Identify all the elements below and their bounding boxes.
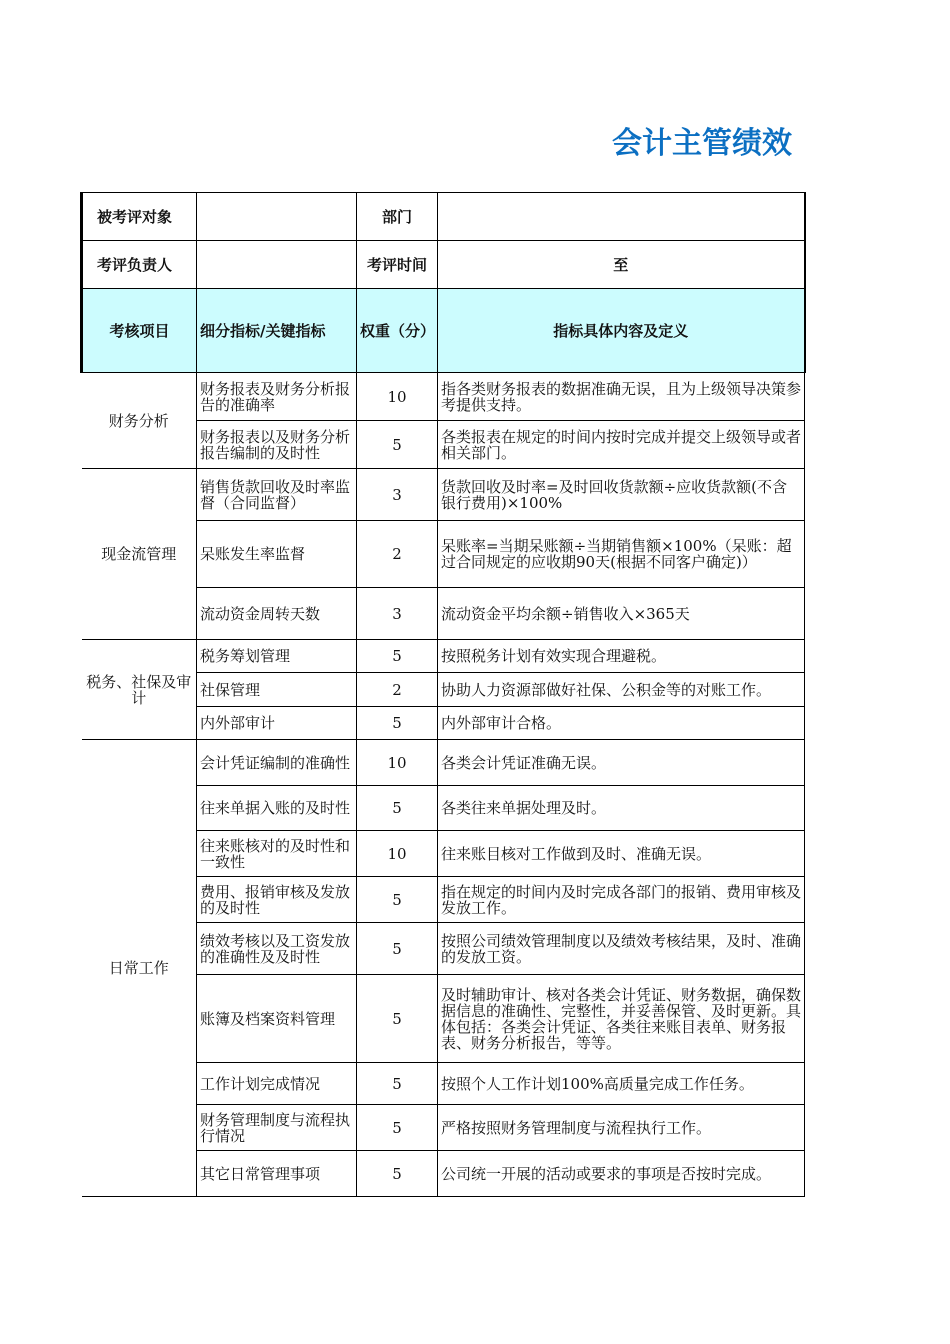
- weight-cell: 5: [357, 1151, 438, 1197]
- indicator-cell: 账簿及档案资料管理: [197, 975, 357, 1063]
- definition-cell: 往来账目核对工作做到及时、准确无误。: [438, 831, 805, 877]
- time-value-cell[interactable]: 至: [438, 241, 805, 289]
- weight-cell: 10: [357, 373, 438, 421]
- indicator-cell: 财务管理制度与流程执行情况: [197, 1105, 357, 1151]
- category-cell: 财务分析: [82, 373, 197, 469]
- weight-cell: 5: [357, 975, 438, 1063]
- time-label: 考评时间: [357, 241, 438, 289]
- definition-cell: 指各类财务报表的数据准确无误，且为上级领导决策参考提供支持。: [438, 373, 805, 421]
- definition-cell: 及时辅助审计、核对各类会计凭证、财务数据，确保数据信息的准确性、完整性，并妥善保管、及时更新。具体包括：各类会计凭证、各类往来账目表单、财务报表、财务分析报告，等等。: [438, 975, 805, 1063]
- indicator-cell: 流动资金周转天数: [197, 588, 357, 640]
- page-title: 会计主管绩效: [612, 126, 792, 161]
- header-row-reviewer: [82, 241, 805, 289]
- category-cell: 日常工作: [82, 740, 197, 1197]
- definition-cell: 各类往来单据处理及时。: [438, 786, 805, 831]
- definition-cell: 各类会计凭证准确无误。: [438, 740, 805, 786]
- category-cell: 现金流管理: [82, 469, 197, 640]
- col-header-definition: 指标具体内容及定义: [438, 289, 805, 373]
- indicator-cell: 社保管理: [197, 673, 357, 707]
- subject-label: 被考评对象: [82, 193, 197, 241]
- definition-cell: 内外部审计合格。: [438, 707, 805, 740]
- weight-cell: 5: [357, 786, 438, 831]
- definition-cell: 流动资金平均余额÷销售收入×365天: [438, 588, 805, 640]
- indicator-cell: 往来账核对的及时性和一致性: [197, 831, 357, 877]
- reviewer-label: 考评负责人: [82, 241, 197, 289]
- weight-cell: 2: [357, 673, 438, 707]
- weight-cell: 10: [357, 831, 438, 877]
- indicator-cell: 财务报表及财务分析报告的准确率: [197, 373, 357, 421]
- definition-cell: 按照税务计划有效实现合理避税。: [438, 640, 805, 673]
- indicator-cell: 费用、报销审核及发放的及时性: [197, 877, 357, 923]
- weight-cell: 5: [357, 421, 438, 469]
- weight-cell: 5: [357, 640, 438, 673]
- indicator-cell: 往来单据入账的及时性: [197, 786, 357, 831]
- dept-value-cell[interactable]: [438, 193, 805, 241]
- dept-label: 部门: [357, 193, 438, 241]
- weight-cell: 3: [357, 588, 438, 640]
- weight-cell: 10: [357, 740, 438, 786]
- definition-cell: 货款回收及时率=及时回收货款额÷应收货款额(不含银行费用)×100%: [438, 469, 805, 521]
- weight-cell: 5: [357, 1105, 438, 1151]
- header-row-subject: [82, 193, 805, 241]
- weight-cell: 5: [357, 707, 438, 740]
- weight-cell: 3: [357, 469, 438, 521]
- indicator-cell: 销售货款回收及时率监督（合同监督）: [197, 469, 357, 521]
- definition-cell: 严格按照财务管理制度与流程执行工作。: [438, 1105, 805, 1151]
- table-row: [82, 469, 805, 521]
- category-cell: 税务、社保及审计: [82, 640, 197, 740]
- col-header-category: 考核项目: [82, 289, 197, 373]
- indicator-cell: 税务筹划管理: [197, 640, 357, 673]
- definition-cell: 各类报表在规定的时间内按时完成并提交上级领导或者相关部门。: [438, 421, 805, 469]
- definition-cell: 呆账率=当期呆账额÷当期销售额×100%（呆账：超过合同规定的应收期90天(根据不同客户确定)）: [438, 521, 805, 588]
- definition-cell: 协助人力资源部做好社保、公积金等的对账工作。: [438, 673, 805, 707]
- definition-cell: 公司统一开展的活动或要求的事项是否按时完成。: [438, 1151, 805, 1197]
- indicator-cell: 内外部审计: [197, 707, 357, 740]
- definition-cell: 按照公司绩效管理制度以及绩效考核结果，及时、准确的发放工资。: [438, 923, 805, 975]
- table-row: [82, 373, 805, 421]
- indicator-cell: 会计凭证编制的准确性: [197, 740, 357, 786]
- performance-table: [80, 192, 806, 1197]
- col-header-indicator: 细分指标/关键指标: [197, 289, 357, 373]
- weight-cell: 5: [357, 1063, 438, 1105]
- table-row: [82, 640, 805, 673]
- weight-cell: 5: [357, 877, 438, 923]
- subject-value-cell[interactable]: [197, 193, 357, 241]
- col-header-weight: 权重（分）: [357, 289, 438, 373]
- indicator-cell: 财务报表以及财务分析报告编制的及时性: [197, 421, 357, 469]
- weight-cell: 5: [357, 923, 438, 975]
- indicator-cell: 绩效考核以及工资发放的准确性及及时性: [197, 923, 357, 975]
- table-row: [82, 740, 805, 786]
- indicator-cell: 呆账发生率监督: [197, 521, 357, 588]
- weight-cell: 2: [357, 521, 438, 588]
- definition-cell: 按照个人工作计划100%高质量完成工作任务。: [438, 1063, 805, 1105]
- indicator-cell: 其它日常管理事项: [197, 1151, 357, 1197]
- column-header-row: [82, 289, 805, 373]
- indicator-cell: 工作计划完成情况: [197, 1063, 357, 1105]
- definition-cell: 指在规定的时间内及时完成各部门的报销、费用审核及发放工作。: [438, 877, 805, 923]
- reviewer-value-cell[interactable]: [197, 241, 357, 289]
